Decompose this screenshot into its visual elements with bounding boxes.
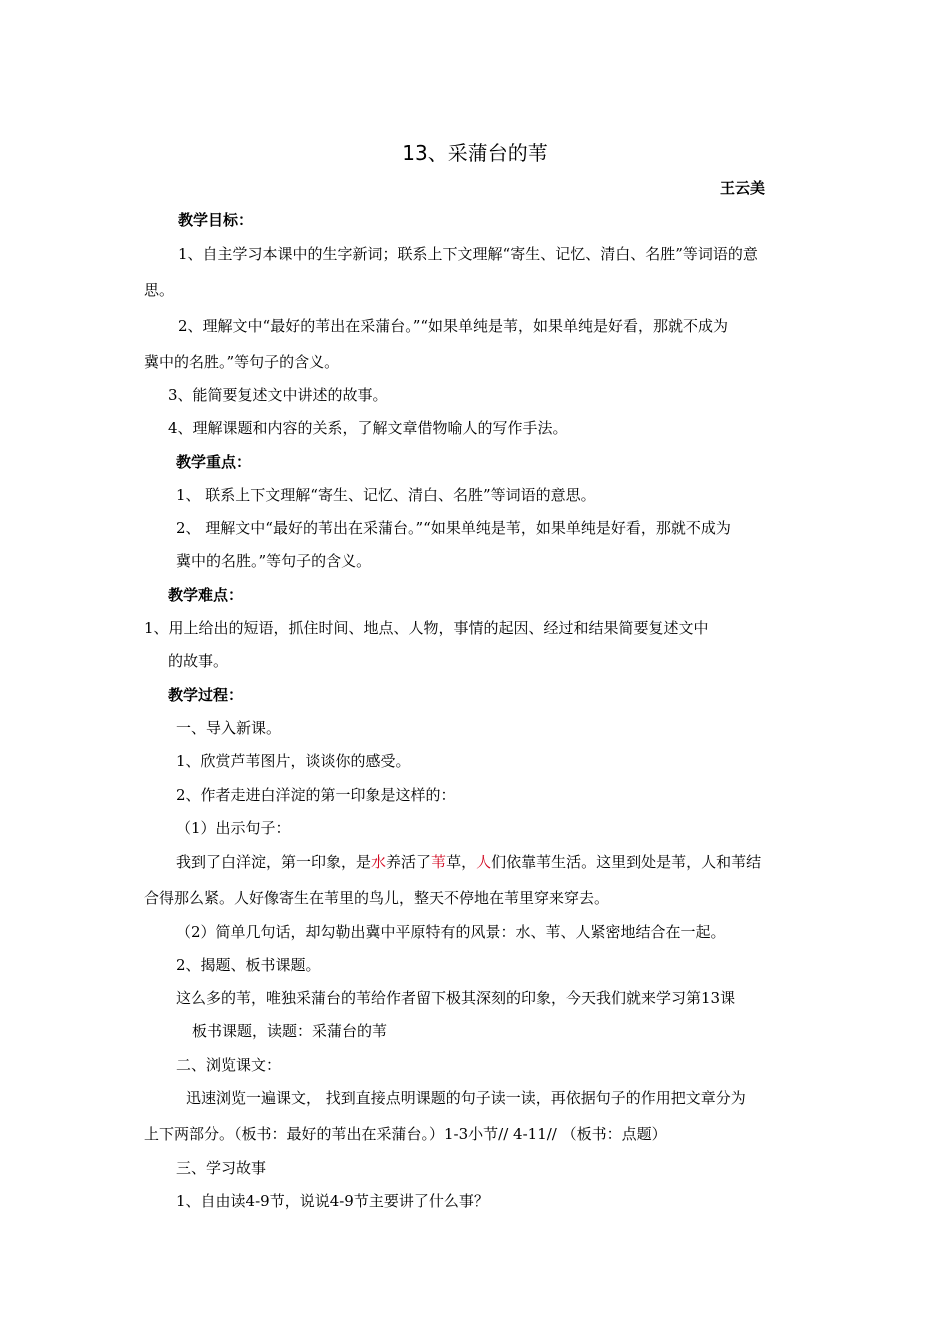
key-point-item-2-line-1: 2、 理解文中“最好的苇出在采蒲台。”“如果单纯是苇，如果单纯是好看，那就不成为	[176, 519, 731, 537]
quote-text: 我到了白洋淀，第一印象，是	[176, 853, 372, 871]
document-title: 13、采蒲台的苇	[402, 141, 548, 165]
highlight-water: 水	[371, 853, 387, 871]
objective-item-2-line-1: 2、理解文中“最好的苇出在采蒲台。”“如果单纯是苇，如果单纯是好看，那就不成为	[178, 317, 729, 335]
difficulty-item-1-line-2: 的故事。	[168, 652, 229, 670]
author-name: 王云美	[720, 179, 766, 197]
process-step-2: 2、作者走进白洋淀的第一印象是这样的：	[176, 786, 456, 804]
highlight-reed: 苇	[431, 853, 447, 871]
objective-item-1-line-1: 1、自主学习本课中的生字新词；联系上下文理解“寄生、记忆、清白、名胜”等词语的意	[178, 245, 758, 263]
process-heading: 教学过程：	[168, 686, 244, 704]
objectives-heading: 教学目标：	[178, 211, 254, 229]
process-sub-2: （2）简单几句话，却勾勒出冀中平原特有的风景：水、苇、人紧密地结合在一起。	[176, 923, 726, 941]
key-points-heading: 教学重点：	[176, 453, 252, 471]
browse-line-2: 上下两部分。（板书：最好的苇出在采蒲台。）1-3小节// 4-11// （板书：点题）	[144, 1125, 667, 1143]
objective-item-3: 3、能简要复述文中讲述的故事。	[168, 386, 388, 404]
objective-item-1-line-2: 思。	[144, 281, 175, 299]
quote-text: 们依靠苇生活。这里到处是苇，人和苇结	[491, 853, 762, 871]
process-step-1: 1、欣赏芦苇图片，谈谈你的感受。	[176, 752, 411, 770]
intro-line: 这么多的苇，唯独采蒲台的苇给作者留下极其深刻的印象，今天我们就来学习第13课	[176, 989, 736, 1007]
quote-text: 草，	[446, 853, 477, 871]
key-point-item-1: 1、 联系上下文理解“寄生、记忆、清白、名胜”等词语的意思。	[176, 486, 596, 504]
process-step-3: 2、揭题、板书课题。	[176, 956, 321, 974]
difficulty-item-1-line-1: 1、用上给出的短语，抓住时间、地点、人物，事情的起因、经过和结果简要复述文中	[144, 619, 709, 637]
board-title-line: 板书课题，读题：采蒲台的苇	[192, 1022, 388, 1040]
story-step-1: 1、自由读4-9节，说说4-9节主要讲了什么事？	[176, 1192, 489, 1210]
process-section-1: 一、导入新课。	[176, 719, 282, 737]
browse-line-1: 迅速浏览一遍课文， 找到直接点明课题的句子读一读，再依据句子的作用把文章分为	[186, 1089, 746, 1107]
process-section-2: 二、浏览课文：	[176, 1056, 282, 1074]
difficulties-heading: 教学难点：	[168, 586, 244, 604]
process-sub-1: （1）出示句子：	[176, 819, 291, 837]
highlight-people: 人	[476, 853, 492, 871]
process-section-3: 三、学习故事	[176, 1159, 267, 1177]
quote-line-1	[176, 852, 761, 872]
quote-line-2: 合得那么紧。人好像寄生在苇里的鸟儿，整天不停地在苇里穿来穿去。	[144, 889, 610, 907]
quote-text: 养活了	[386, 853, 432, 871]
objective-item-4: 4、理解课题和内容的关系，了解文章借物喻人的写作手法。	[168, 419, 568, 437]
objective-item-2-line-2: 冀中的名胜。”等句子的含义。	[144, 353, 340, 371]
key-point-item-2-line-2: 冀中的名胜。”等句子的含义。	[176, 552, 372, 570]
